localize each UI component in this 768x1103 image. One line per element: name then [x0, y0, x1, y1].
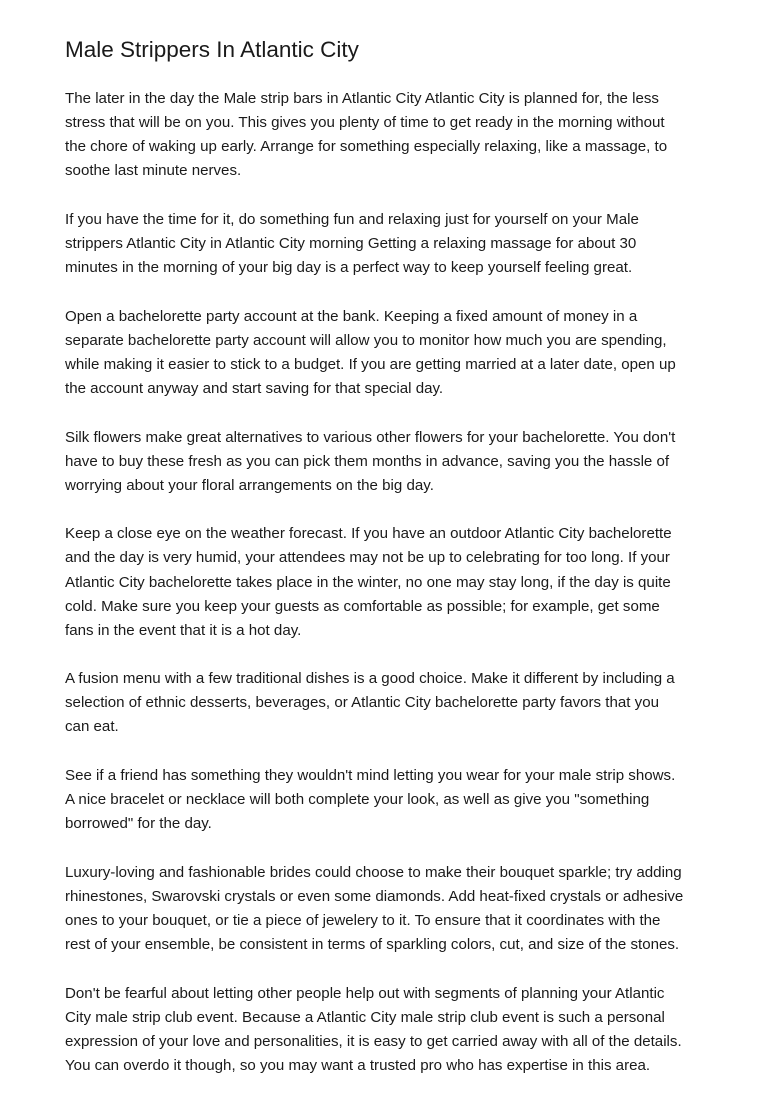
text-line: Silk flowers make great alternatives to various other flowers for your bachelorette. You don't	[65, 428, 676, 446]
text-line: The later in the day the Male strip bars in Atlantic City Atlantic City is planned for, the less	[65, 90, 659, 107]
text-line: City male strip club event. Because a Atlantic City male strip club event is such a personal	[65, 1008, 665, 1026]
text-line: rhinestones, Swarovski crystals or even some diamonds. Add heat-fixed crystals or adhesive	[65, 887, 684, 905]
text-line: borrowed" for the day.	[65, 815, 212, 833]
paragraph	[65, 426, 705, 498]
text-line: worrying about your floral arrangements on the big day.	[65, 476, 434, 494]
text-line: Atlantic City bachelorette takes place in the winter, no one may stay long, if the day is quite	[65, 573, 671, 591]
text-line: A fusion menu with a few traditional dishes is a good choice. Make it different by including a	[65, 670, 675, 688]
paragraph	[65, 667, 705, 739]
text-line: the account anyway and start saving for that special day.	[65, 379, 444, 397]
text-line: Luxury-loving and fashionable brides could choose to make their bouquet sparkle; try adding	[65, 863, 682, 881]
text-line: minutes in the morning of your big day is a perfect way to keep yourself feeling great.	[65, 259, 633, 277]
paragraph	[65, 87, 705, 183]
text-line: cold. Make sure you keep your guests as comfortable as possible; for example, get some	[65, 597, 660, 615]
text-line: soothe last minute nerves.	[65, 162, 242, 180]
text-line: selection of ethnic desserts, beverages, or Atlantic City bachelorette party favors that you	[65, 694, 659, 712]
text-line: See if a friend has something they wouldn't mind letting you wear for your male strip shows.	[65, 767, 676, 785]
text-line: stress that will be on you. This gives you plenty of time to get ready in the morning without	[65, 114, 665, 132]
text-line: Don't be fearful about letting other people help out with segments of planning your Atlantic	[65, 984, 665, 1002]
text-line: expression of your love and personalities, it is easy to get carried away with all of the details.	[65, 1032, 682, 1050]
paragraph	[65, 305, 705, 401]
document-body	[65, 87, 705, 1103]
paragraph	[65, 208, 705, 280]
paragraph	[65, 522, 705, 642]
text-line: have to buy these fresh as you can pick them months in advance, saving you the hassle of	[65, 452, 670, 470]
text-line: You can overdo it though, so you may want a trusted pro who has expertise in this area.	[65, 1057, 651, 1074]
text-line: strippers Atlantic City in Atlantic City morning Getting a relaxing massage for about 30	[65, 234, 637, 252]
text-line: and the day is very humid, your attendees may not be up to celebrating for too long. If your	[65, 549, 670, 567]
text-line: A nice bracelet or necklace will both complete your look, as well as give you "something	[65, 791, 650, 809]
text-line: fans in the event that it is a hot day.	[65, 621, 302, 639]
text-line: rest of your ensemble, be consistent in terms of sparkling colors, cut, and size of the stones.	[65, 936, 680, 954]
paragraph	[65, 861, 705, 957]
text-line: ones to your bouquet, or tie a piece of jewelery to it. To ensure that it coordinates with the	[65, 912, 661, 930]
paragraph	[65, 982, 705, 1078]
paragraph	[65, 764, 705, 836]
text-line: Keep a close eye on the weather forecast. If you have an outdoor Atlantic City bachelorette	[65, 525, 672, 543]
text-line: If you have the time for it, do something fun and relaxing just for yourself on your Male	[65, 210, 639, 228]
text-line: Open a bachelorette party account at the bank. Keeping a fixed amount of money in a	[65, 307, 638, 325]
text-line: the chore of waking up early. Arrange for something especially relaxing, like a massage, to	[65, 138, 668, 156]
text-line: can eat.	[65, 718, 119, 736]
document-title: Male Strippers In Atlantic City	[65, 37, 359, 62]
text-line: separate bachelorette party account will allow you to monitor how much you are spending,	[65, 331, 667, 349]
text-line: while making it easier to stick to a budget. If you are getting married at a later date, open up	[65, 355, 676, 373]
